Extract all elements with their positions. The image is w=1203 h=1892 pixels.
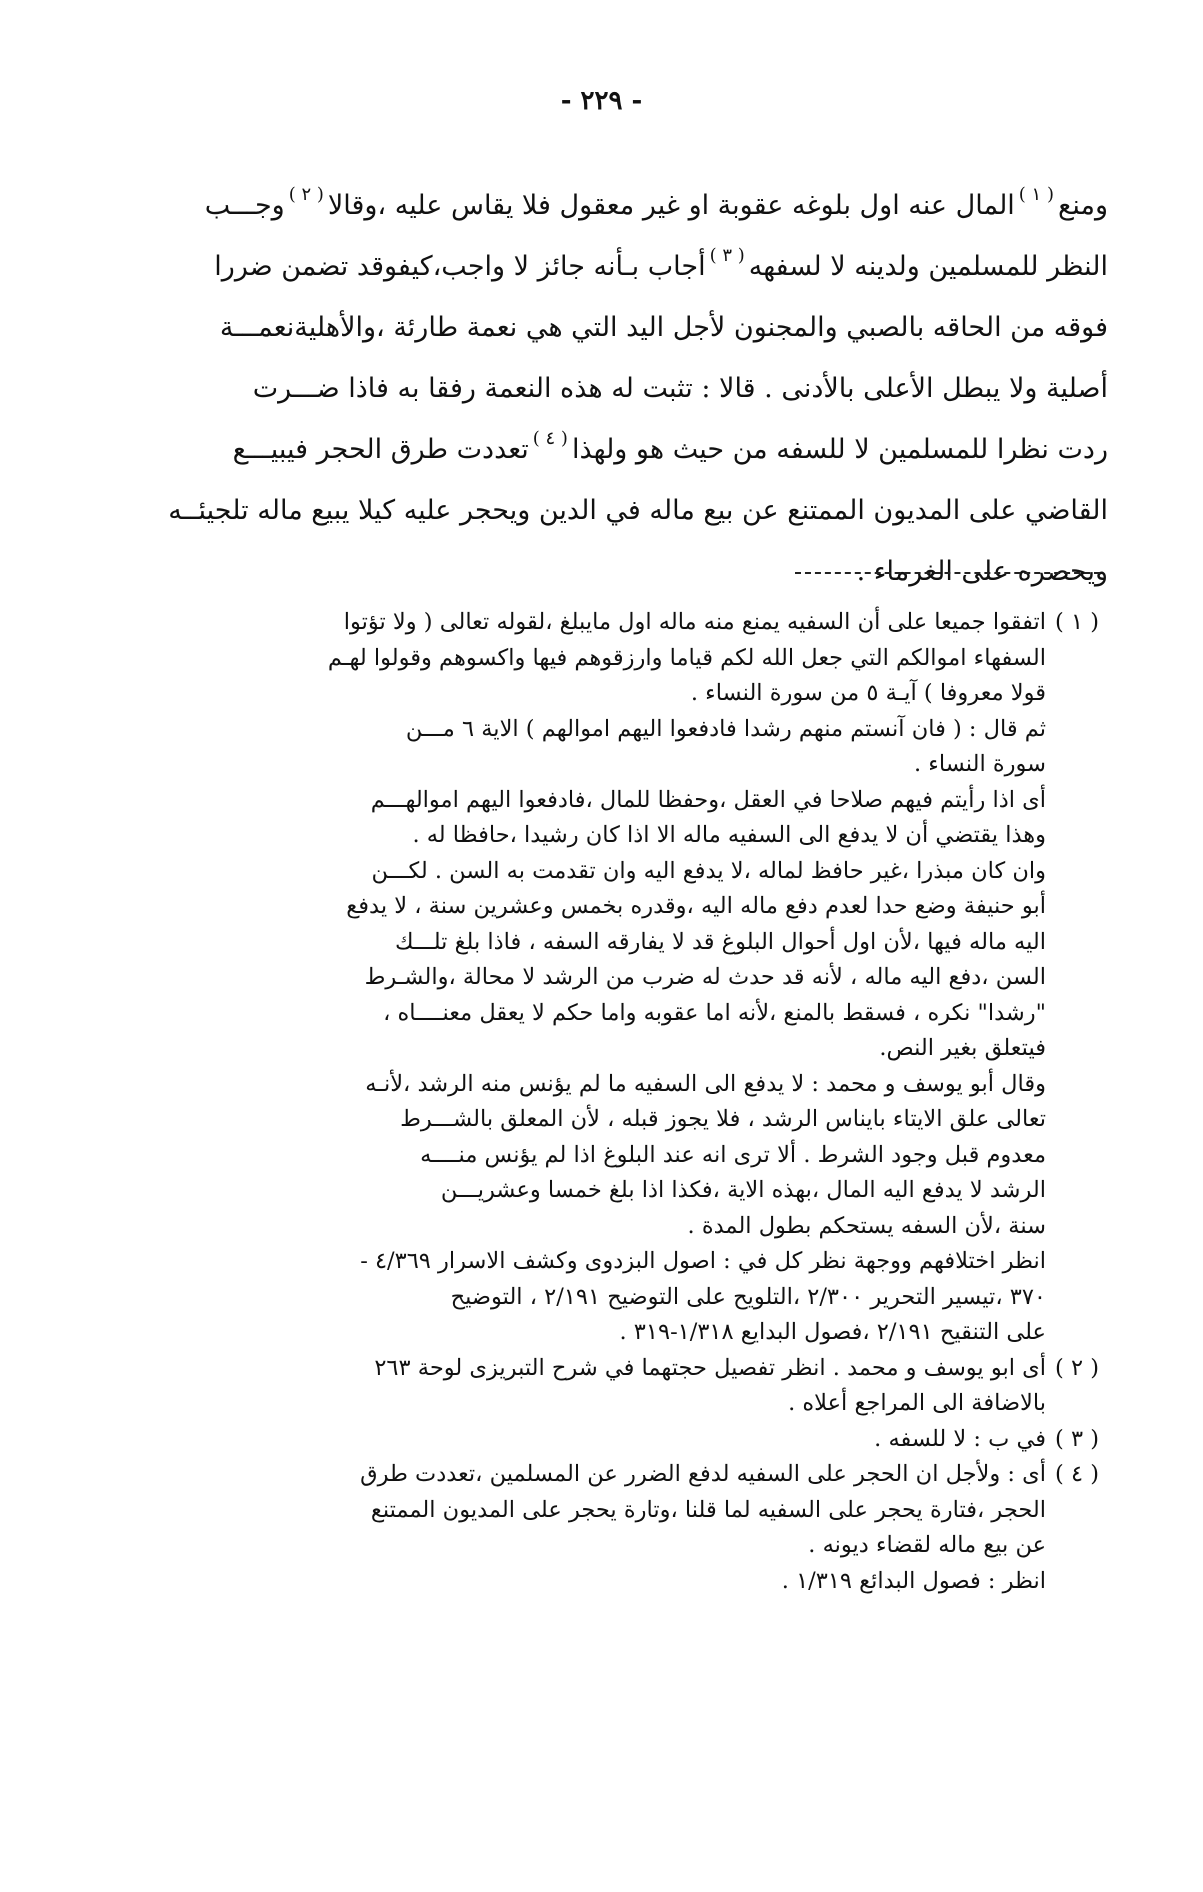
- main-line-6: القاضي على المديون الممتنع عن بيع ماله في الدين ويحجر عليه كيلا يبيع ماله تلجيئــه: [168, 495, 1108, 526]
- footnote-line: تعالى علق الايتاء بايناس الرشد ، فلا يجوز قبله ، لأن المعلق بالشـــرط: [400, 1106, 1046, 1132]
- footnote-line: أى ابو يوسف و محمد . انظر تفصيل حجتهما في شرح التبريزى لوحة ٢٦٣: [374, 1354, 1046, 1381]
- footnote-line: عن بيع ماله لقضاء ديونه .: [808, 1532, 1046, 1558]
- footnote-line: معدوم قبل وجود الشرط . ألا ترى انه عند البلوغ اذا لم يؤنس منــــه: [420, 1141, 1046, 1168]
- footnote-line: أى اذا رأيتم فيهم صلاحا في العقل ،وحفظا للمال ،فادفعوا اليهم اموالهـــم: [370, 786, 1046, 813]
- main-text: [155, 175, 1108, 602]
- main-text-segment: أجاب بـأنه جائز لا واجب،كيفوقد تضمن ضررا: [214, 251, 706, 282]
- page-number: - ٢٢٩ -: [560, 86, 643, 116]
- footnote-line: وقال أبو يوسف و محمد : لا يدفع الى السفيه ما لم يؤنس منه الرشد ،لأنـه: [365, 1070, 1046, 1097]
- footnote-line: اتفقوا جميعا على أن السفيه يمنع منه ماله اول مايبلغ ،لقوله تعالى ( ولا تؤتوا: [343, 609, 1046, 635]
- footnote-line: وان كان مبذرا ،غير حافظ لماله ،لا يدفع اليه وان تقدمت به السن . لكـــن: [371, 857, 1046, 884]
- footnote-ref-1[interactable]: ( ١ ): [1018, 184, 1054, 205]
- main-line-2: [155, 236, 1108, 297]
- main-text-segment: تعددت طرق الحجر فيبيـــع: [232, 434, 529, 465]
- footnote-line: على التنقيح ٢/١٩١ ،فصول البدايع ١/٣١٨-٣١٩ .: [619, 1319, 1046, 1345]
- footnote-ref-3[interactable]: ( ٣ ): [709, 245, 745, 266]
- footnote-label: ( ١ ): [1055, 609, 1099, 635]
- footnote-line: بالاضافة الى المراجع أعلاه .: [788, 1390, 1046, 1416]
- footnote-line: الحجر ،فتارة يحجر على السفيه لما قلنا ،وتارة يحجر على المديون الممتنع: [370, 1496, 1046, 1523]
- footnote-ref-2[interactable]: ( ٢ ): [288, 184, 324, 205]
- footnote-line: اليه ماله فيها ،لأن اول أحوال البلوغ قد لا يفارقه السفه ، فاذا بلغ تلـــك: [394, 928, 1046, 955]
- footnote-line: انظر : فصول البدائع ١/٣١٩ .: [781, 1567, 1046, 1594]
- main-text-segment: المال عنه اول بلوغه عقوبة او غير معقول فلا يقاس عليه ،وقالا: [327, 190, 1015, 221]
- footnote-line: ٣٧٠ ،تيسير التحرير ٢/٣٠٠ ،التلويح على التوضيح ٢/١٩١ ، التوضيح: [450, 1283, 1046, 1310]
- footnote-line: السن ،دفع اليه ماله ، لأنه قد حدث له ضرب من الرشد لا محالة ،والشـرط: [364, 964, 1046, 990]
- footnote-line: انظر اختلافهم ووجهة نظر كل في : اصول البزدوى وكشف الاسرار ٤/٣٦٩ -: [360, 1248, 1046, 1274]
- footnote-line: ثم قال : ( فان آنستم منهم رشدا فادفعوا اليهم اموالهم ) الاية ٦ مـــن: [405, 715, 1046, 742]
- footnote-body: [150, 1422, 1046, 1458]
- footnote-body: [150, 605, 1046, 1351]
- footnote-label: ( ٣ ): [1055, 1425, 1099, 1452]
- footnote-divider: [795, 572, 1100, 574]
- footnote-3: [150, 1422, 1108, 1458]
- footnote-line: أبو حنيفة وضع حدا لعدم دفع ماله اليه ،وقدره بخمس وعشرين سنة ، لا يدفع: [346, 893, 1046, 919]
- footnote-line: قولا معروفا ) آيـة ٥ من سورة النساء .: [690, 680, 1046, 706]
- footnote-line: في ب : لا للسفه .: [874, 1425, 1046, 1452]
- footnote-1: [150, 605, 1108, 1351]
- main-line-4: أصلية ولا يبطل الأعلى بالأدنى . قالا : تثبت له هذه النعمة رفقا به فاذا ضـــرت: [252, 373, 1108, 404]
- footnote-ref-4[interactable]: ( ٤ ): [532, 428, 568, 449]
- footnote-body: [150, 1457, 1046, 1599]
- footnote-2: [150, 1351, 1108, 1422]
- main-text-segment: ومنع: [1057, 190, 1108, 221]
- footnote-line: فيتعلق بغير النص.: [879, 1035, 1046, 1061]
- footnote-line: السفهاء اموالكم التي جعل الله لكم قياما وارزقوهم فيها واكسوهم وقولوا لهـم: [327, 644, 1046, 671]
- footnote-line: "رشدا" نكره ، فسقط بالمنع ،لأنه اما عقوبه واما حكم لا يعقل معنــــاه ،: [383, 999, 1046, 1026]
- footnotes-section: [150, 605, 1108, 1599]
- footnote-line: وهذا يقتضي أن لا يدفع الى السفيه ماله الا اذا كان رشيدا ،حافظا له .: [412, 822, 1046, 848]
- footnote-label: ( ٤ ): [1055, 1461, 1099, 1487]
- footnote-line: أى : ولأجل ان الحجر على السفيه لدفع الضرر عن المسلمين ،تعددت طرق: [360, 1461, 1046, 1487]
- main-line-1: [155, 175, 1108, 236]
- main-line-3: فوقه من الحاقه بالصبي والمجنون لأجل اليد التي هي نعمة طارئة ،والأهليةنعمـــة: [219, 312, 1108, 343]
- main-text-segment: ردت نظرا للمسلمين لا للسفه من حيث هو ولهذا: [571, 434, 1108, 465]
- footnote-line: سورة النساء .: [914, 751, 1046, 777]
- footnote-line: الرشد لا يدفع اليه المال ،بهذه الاية ،فكذا اذا بلغ خمسا وعشريـــن: [440, 1177, 1046, 1203]
- footnote-line: سنة ،لأن السفه يستحكم بطول المدة .: [687, 1212, 1046, 1239]
- footnote-4: [150, 1457, 1108, 1599]
- main-text-segment: النظر للمسلمين ولدينه لا لسفهه: [748, 251, 1108, 282]
- main-text-segment: وجـــب: [204, 190, 285, 221]
- main-line-7: ويحصره على الغرماء .: [856, 556, 1108, 587]
- footnote-label: ( ٢ ): [1055, 1354, 1099, 1381]
- footnote-body: [150, 1351, 1046, 1422]
- main-line-5: [155, 419, 1108, 480]
